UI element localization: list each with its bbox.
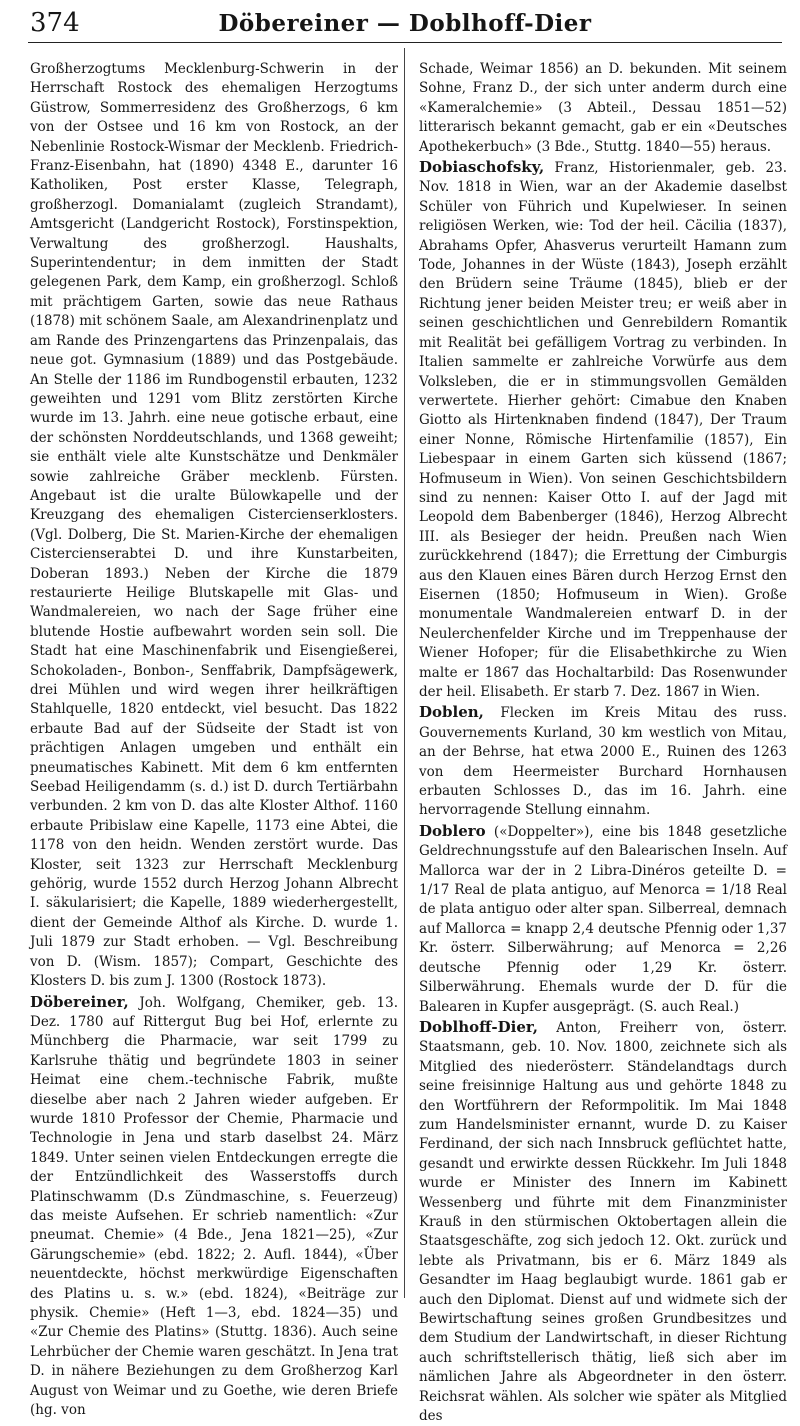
entry-text: Schade, Weimar 1856) an D. bekunden. Mit seinem Sohne, Franz D., der sich unter anderm durch eine «Kameralchemie» (3 Abteil., Dessau 1851—52) litterarisch bekannt gemacht, gab er ein «Deutsches Apothekerbuch» (3 Bde., Stuttg. 1840—55) heraus. <box>419 61 787 155</box>
column-divider <box>404 48 405 1298</box>
entry-doblhoff-dier <box>419 1018 787 1426</box>
header-rule <box>28 42 782 43</box>
entry-doblero <box>419 822 787 1017</box>
entry-doblen <box>419 703 787 820</box>
page-header <box>30 4 780 44</box>
entry-text: («Doppelter»), eine bis 1848 gesetzliche Geldrechnungsstufe auf den Balearischen Inseln. Auf Mallorca war der in 2 Libra-Dinéros geteilte D. = 1/17 Real de plata antiguo, auf Menorca = 1/18 Real de plata antiguo oder alter span. Silberreal, demnach auf Mallorca = knapp 2,4 deutsche Pfennig oder 1,37 Kr. österr. Silberwährung; auf Menorca = 2,26 deutsche Pfennig oder 1,29 Kr. österr. Silberwährung. Ehemals wurde der D. für die Balearen in Kupfer ausgeprägt. (S. auch Real.) <box>419 823 787 1015</box>
entry-text: Franz, Historienmaler, geb. 23. Nov. 1818 in Wien, war an der Akademie daselbst Schüler von Führich und Kupelwieser. In seinen religiösen Werken, wie: Tod der heil. Cäcilia (1837), Abrahams Opfer, Ahasverus verurteilt Hamann zum Tode, Johannes in der Wüste (1843), Joseph erzählt den Brüdern seine Träume (1845), blieb er der Richtung jener beiden Meister treu; er weiß aber in seinen geschichtlichen und Genrebildern Romantik mit Realität bei gefälligem Vortrag zu verbinden. In Italien sammelte er zahlreiche Vorwürfe aus dem Volksleben, die er in stimmungsvollen Gemälden verwertete. Hierher gehört: Cimabue den Knaben Giotto als Hirtenknaben findend (1847), Der Traum einer Nonne, Römische Hirtenfamilie (1857), Ein Liebespaar in einem Garten sich küssend (1867; Hofmuseum in Wien). Von seinen Geschichtsbildern sind zu nennen: Kaiser Otto I. auf der Jagd mit Leopold dem Babenberger (1846), Herzog Albrecht III. als Besieger der heidn. Preußen nach Wien zurückkehrend (1847); die Errettung der Cimburgis aus den Klauen eines Bären durch Herzog Ernst den Eisernen (1850; Hofmuseum in Wien). Große monumentale Wandmalereien entwarf D. in der Neulerchenfelder Kirche und im Treppenhause der Wiener Hofoper; für die Elisabethkirche zu Wien malte er 1867 das Hochaltarbild: Das Rosenwunder der heil. Elisabeth. Er starb 7. Dez. 1867 in Wien. <box>419 160 787 700</box>
entry-headword: Doblero <box>419 821 486 840</box>
entry-headword: Dobiaschofsky, <box>419 158 545 177</box>
entry-text: Großherzogtums Mecklenburg-Schwerin in der Herrschaft Rostock des ehemaligen Herzogtums Güstrow, Sommerresidenz des Großherzogs, 6 km von der Ostsee und 16 km von Rostock, an der Nebenlinie Rostock-Wismar der Mecklenb. Friedrich-Franz-Eisenbahn, hat (1890) 4348 E., darunter 16 Katholiken, Post erster Klasse, Telegraph, großherzogl. Domanialamt (zugleich Strandamt), Amtsgericht (Landgericht Rostock), Forstinspektion, Verwaltung des großherzogl. Haushalts, Superintendentur; in dem inmitten der Stadt gelegenen Park, dem Kamp, ein großherzogl. Schloß mit prächtigem Garten, sowie das neue Rathaus (1878) mit schönem Saale, am Alexandrinenplatz und am Rande des Prinzengartens das Prinzenpalais, das neue got. Gymnasium (1889) und das Postgebäude. An Stelle der 1186 im Rundbogenstil erbauten, 1232 geweihten und 1291 vom Blitz zerstörten Kirche wurde im 13. Jahrh. eine neue gotische erbaut, eine der schönsten Norddeutschlands, und 1368 geweiht; sie enthält viele alte Kunstschätze und Denkmäler sowie zahlreiche Gräber mecklenb. Fürsten. Angebaut ist die uralte Bülowkapelle und der Kreuzgang des ehemaligen Cistercienserklosters. (Vgl. Dolberg, Die St. Marien-Kirche der ehemaligen Cistercienserabtei D. und ihre Kunstarbeiten, Doberan 1893.) Neben der Kirche die 1879 restaurierte Heilige Blutskapelle mit Glas- und Wandmalereien, wo nach der Sage früher eine blutende Hostie aufbewahrt worden sein soll. Die Stadt hat eine Maschinenfabrik und Eisengießerei, Schokoladen-, Bonbon-, Senffabrik, Dampfsägewerk, drei Mühlen und wird wegen ihrer heilkräftigen Stahlquelle, 1820 entdeckt, viel besucht. Das 1822 erbaute Bad auf der Südseite der Stadt ist von prächtigen Anlagen umgeben und enthält ein pneumatisches Kabinett. Mit dem 6 km entfernten Seebad Heiligendamm (s. d.) ist D. durch Tertiärbahn verbunden. 2 km von D. das alte Kloster Althof. 1160 erbaute Pribislaw eine Kapelle, 1173 eine Abtei, die 1178 von den heidn. Wenden zerstört wurde. Das Kloster, seit 1323 zur Herrschaft Mecklenburg gehörig, wurde 1552 durch Herzog Johann Albrecht I. säkularisiert; die Kapelle, 1889 wiederhergestellt, dient der Gemeinde Althof als Kirche. D. wurde 1. Juli 1879 zur Stadt erhoben. — Vgl. Beschreibung von D. (Wism. 1857); Compart, Geschichte des Klosters D. bis zum J. 1300 (Rostock 1873). <box>30 61 398 990</box>
entry-headword: Doblhoff-Dier, <box>419 1017 538 1036</box>
entry-text: Flecken im Kreis Mitau des russ. Gouvernements Kurland, 30 km westlich von Mitau, an der Behrse, hat etwa 2000 E., Ruinen des 1263 von dem Heermeister Burchard Hornhausen erbauten Schlosses D., das im 16. Jahrh. eine hervorragende Stellung einnahm. <box>419 705 787 819</box>
right-column <box>419 60 787 1425</box>
entry-headword: Doblen, <box>419 703 484 722</box>
entry-headword: Döbereiner, <box>30 992 129 1011</box>
page-number: 374 <box>30 8 80 38</box>
entry-continuation <box>419 60 787 157</box>
left-column <box>30 60 398 1419</box>
entry-continuation <box>30 60 398 992</box>
entry-text: Anton, Freiherr von, österr. Staatsmann, geb. 10. Nov. 1800, zeichnete sich als Mitglied des niederösterr. Ständelandtags durch seine freisinnige Haltung aus und gehörte 1848 zu den Wortführern der Reformpolitik. Im Mai 1848 zum Handelsminister ernannt, wurde D. zu Kaiser Ferdinand, der sich nach Innsbruck geflüchtet hatte, gesandt und erwirkte dessen Rückkehr. Im Juli 1848 wurde er Minister des Innern im Kabinett Wessenberg und führte mit dem Finanzminister Krauß in den stürmischen Oktobertagen allein die Staatsgeschäfte, zog sich jedoch 12. Okt. zurück und lebte als Privatmann, bis er 6. März 1849 als Gesandter im Haag beglaubigt wurde. 1861 gab er auch den Diplomat. Dienst auf und widmete sich der Bewirtschaftung seines großen Grundbesitzes und dem Studium der Landwirtschaft, in dieser Richtung auch schriftstellerisch thätig, ließ sich aber im nämlichen Jahre als Abgeordneter in den österr. Reichsrat wählen. Als solcher wie später als Mitglied des <box>419 1019 787 1425</box>
running-head: Döbereiner — Doblhoff-Dier <box>218 10 592 37</box>
entry-doebereiner <box>30 993 398 1421</box>
entry-dobiaschofsky <box>419 158 787 702</box>
entry-text: Joh. Wolfgang, Chemiker, geb. 13. Dez. 1780 auf Rittergut Bug bei Hof, erlernte zu Münchberg die Pharmacie, war seit 1799 zu Karlsruhe thätig und begründete 1803 in seiner Heimat eine chem.-technische Fabrik, mußte dieselbe aber nach 2 Jahren wieder aufgeben. Er wurde 1810 Professor der Chemie, Pharmacie und Technologie in Jena und starb daselbst 24. März 1849. Unter seinen vielen Entdeckungen erregte die der Entzündlichkeit des Wasserstoffs durch Platinschwamm (D.s Zündmaschine, s. Feuerzeug) das meiste Aufsehen. Er schrieb namentlich: «Zur pneumat. Chemie» (4 Bde., Jena 1821—25), «Zur Gärungschemie» (ebd. 1822; 2. Aufl. 1844), «Über neuentdeckte, höchst merkwürdige Eigenschaften des Platins u. s. w.» (ebd. 1824), «Beiträge zur physik. Chemie» (Heft 1—3, ebd. 1824—35) und «Zur Chemie des Platins» (Stuttg. 1836). Auch seine Lehrbücher der Chemie waren geschätzt. In Jena trat D. in nähere Beziehungen zu dem Großherzog Karl August von Weimar und zu Goethe, wie deren Briefe (hg. von <box>30 994 398 1419</box>
